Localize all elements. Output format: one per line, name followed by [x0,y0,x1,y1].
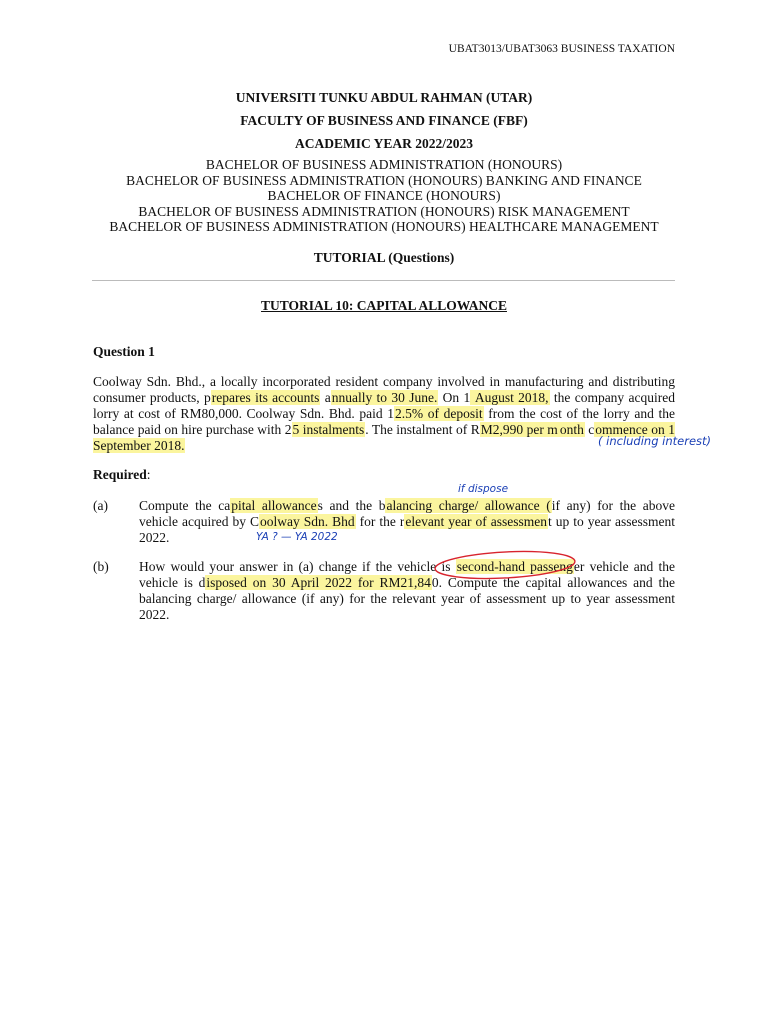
highlight: pital allowance [231,498,317,513]
part-b-label: (b) [93,559,109,574]
document-type: TUTORIAL (Questions) [313,250,455,265]
part-a-text: Compute the capital allowances and the balancing charge/ allowance (if any) for the above vehicle acquired by Coolway Sdn. Bhd for the relevant year of assessment up to year assessment 2022. [139,498,675,545]
handwritten-including-interest: ( including interest) [598,434,712,448]
question-heading: Question 1 [93,344,155,359]
course-code-header: UBAT3013/UBAT3063 BUSINESS TAXATION [448,43,675,55]
highlight: repares its accounts [211,390,320,405]
programme-item: BACHELOR OF FINANCE (HONOURS) [267,188,501,203]
tutorial-title: TUTORIAL 10: CAPITAL ALLOWANCE [261,298,507,313]
part-a-label: (a) [93,498,108,513]
highlight: 2.5% of deposit [395,406,483,421]
red-circle-annotation [430,546,580,582]
highlight: onth [559,422,584,437]
highlight: ommence on 1 September 2018. [93,422,675,453]
question-body: Coolway Sdn. Bhd., a locally incorporated resident company involved in manufacturing and distributing consumer products, prepares its accounts annually to 30 June. On 1 August 2018, the company acquired lorry at cost of RM80,000. Coolway Sdn. Bhd. paid 12.5% of deposit from the cost of the lorry and the balance paid on hire purchase with 25 instalments. The instalment of RM2,990 per m onth commence on 1 September 2018. [93,374,675,453]
academic-year: ACADEMIC YEAR 2022/2023 [295,136,473,151]
highlight: alancing charge/ allowance ( [386,498,551,513]
handwritten-ya-range: YA ? — YA 2022 [256,531,338,543]
highlight: August 2018, [471,390,549,405]
programme-item: BACHELOR OF BUSINESS ADMINISTRATION (HONOURS) RISK MANAGEMENT [138,203,630,219]
highlight: 5 instalments [292,422,365,437]
highlight: oolway Sdn. Bhd [259,514,355,529]
part-b-text: How would your answer in (a) change if the vehicle is second-hand passenger vehicle and the vehicle is disposed on 30 April 2022 for RM21,840. Compute the capital allowances and the balancing charge/ allowance (if any) for the relevant year of assessment up to year assessment 2022. [139,559,676,622]
highlight: M2,990 per m [480,422,558,437]
programme-item: BACHELOR OF BUSINESS ADMINISTRATION (HONOURS) BANKING AND FINANCE [126,172,642,188]
highlight: nnually to 30 June. [331,390,438,405]
university-name: UNIVERSITI TUNKU ABDUL RAHMAN (UTAR) [235,90,533,105]
highlight: isposed on 30 April 2022 for RM21,84 [206,575,431,590]
programme-item: BACHELOR OF BUSINESS ADMINISTRATION (HONOURS) HEALTHCARE MANAGEMENT [109,219,659,234]
programme-item: BACHELOR OF BUSINESS ADMINISTRATION (HONOURS) [205,157,563,172]
highlight: second-hand passeng [456,559,573,574]
faculty-name: FACULTY OF BUSINESS AND FINANCE (FBF) [240,113,528,128]
horizontal-divider [92,280,675,281]
programme-list [0,157,768,235]
highlight: elevant year of assessmen [405,514,548,529]
required-label: Required: [93,467,151,482]
handwritten-if-dispose: if dispose [458,483,509,495]
